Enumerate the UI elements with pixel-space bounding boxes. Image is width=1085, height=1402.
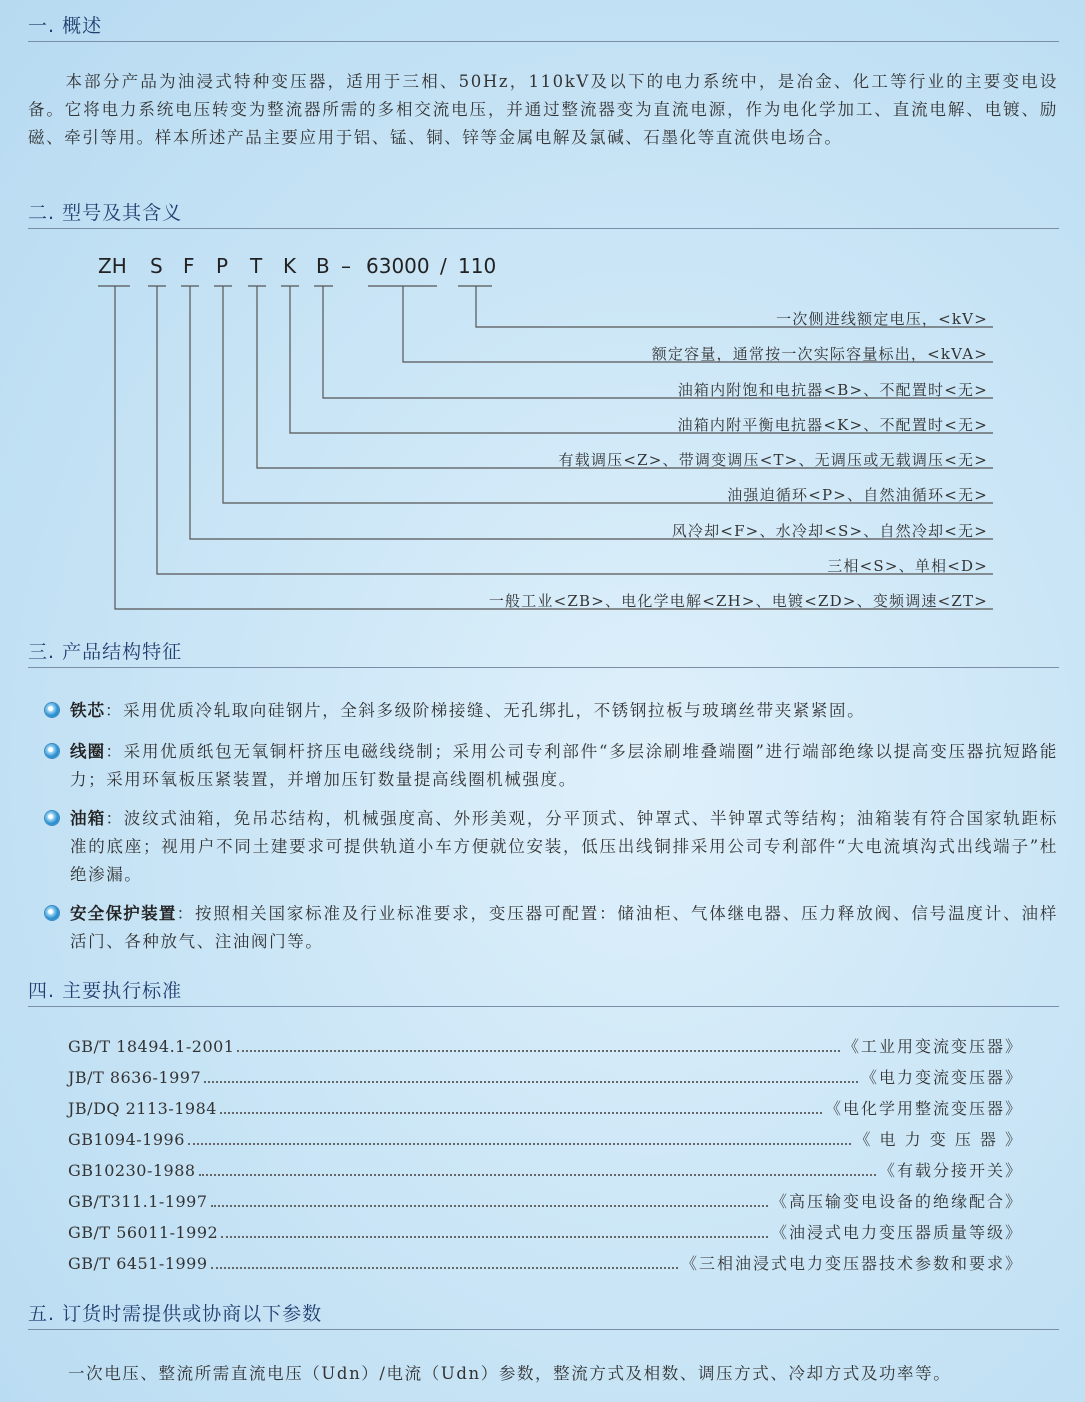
model-code-part: 110 — [458, 254, 497, 278]
feature-text: ：按照相关国家标准及行业标准要求，变压器可配置：储油柜、气体继电器、压力释放阀、信号温度计、油样活门、各种放气、注油阀门等。 — [70, 904, 1058, 951]
standard-name: 《油浸式电力变压器质量等级》 — [770, 1223, 1023, 1242]
standard-row — [68, 1253, 1023, 1275]
model-code-part: / — [440, 254, 447, 278]
standard-name: 《工业用变流变压器》 — [842, 1037, 1023, 1056]
model-label-voltage: 一次侧进线额定电压，<kV> — [776, 310, 988, 328]
standard-row — [68, 1129, 1023, 1151]
standard-row — [68, 1222, 1023, 1244]
feature-label: 线圈 — [70, 742, 106, 761]
standard-name: 《高压输变电设备的绝缘配合》 — [770, 1192, 1023, 1211]
standard-code: GB10230-1988 — [68, 1161, 196, 1180]
feature-label: 油箱 — [70, 809, 106, 828]
bullet-icon — [45, 744, 59, 758]
section-title-model: 二. 型号及其含义 — [28, 201, 1059, 229]
standard-name: 《有载分接开关》 — [878, 1161, 1023, 1180]
feature-text: ：采用优质冷轧取向硅钢片，全斜多级阶梯接缝、无孔绑扎，不锈钢拉板与玻璃丝带夹紧紧固。 — [105, 701, 866, 720]
model-label-application: 一般工业<ZB>、电化学电解<ZH>、电镀<ZD>、变频调速<ZT> — [488, 592, 988, 610]
bullet-icon — [45, 703, 59, 717]
model-code-part: T — [250, 254, 263, 278]
model-label-tap-changing: 有载调压<Z>、带调变调压<T>、无调压或无载调压<无> — [558, 451, 988, 469]
model-code-part: F — [183, 254, 195, 278]
feature-label: 铁芯 — [70, 701, 105, 720]
feature-item-tank — [45, 805, 1058, 889]
standard-row — [68, 1036, 1023, 1058]
standard-name: 《 电 力 变 压 器 》 — [854, 1130, 1023, 1149]
model-label-cooling: 风冷却<F>、水冷却<S>、自然冷却<无> — [671, 522, 988, 540]
standard-code: JB/T 8636-1997 — [68, 1068, 202, 1087]
model-label-oil-circulation: 油强迫循环<P>、自然油循环<无> — [727, 486, 988, 504]
standard-row — [68, 1160, 1023, 1182]
standard-code: GB/T311.1-1997 — [68, 1192, 208, 1211]
standard-name: 《三相油浸式电力变压器技术参数和要求》 — [680, 1254, 1023, 1273]
standard-name: 《电化学用整流变压器》 — [824, 1099, 1023, 1118]
section-title-standards: 四. 主要执行标准 — [28, 979, 1059, 1007]
standard-name: 《电力变流变压器》 — [860, 1068, 1023, 1087]
model-label-saturating-reactor: 油箱内附饱和电抗器<B>、不配置时<无> — [677, 381, 988, 399]
feature-item-core — [45, 697, 1058, 725]
model-code-part: ZH — [98, 254, 127, 278]
standard-code: GB1094-1996 — [68, 1130, 185, 1149]
feature-text: ：采用优质纸包无氧铜杆挤压电磁线绕制；采用公司专利部件“多层涂刷堆叠端圈”进行端部绝缘以提高变压器抗短路能力；采用环氧板压紧装置，并增加压钉数量提高线圈机械强度。 — [70, 742, 1059, 789]
model-code-part: P — [216, 254, 229, 278]
standard-row — [68, 1067, 1023, 1089]
standard-code: GB/T 56011-1992 — [68, 1223, 219, 1242]
feature-text: ：波纹式油箱，免吊芯结构，机械强度高、外形美观，分平顶式、钟罩式、半钟罩式等结构；油箱装有符合国家轨距标准的底座；视用户不同土建要求可提供轨道小车方便就位安装，低压出线铜排采用公司专利部件“大电流填沟式出线端子”杜绝渗漏。 — [70, 809, 1059, 884]
model-code-part: S — [150, 254, 163, 278]
bullet-icon — [45, 906, 59, 920]
model-code-part: B — [316, 254, 330, 278]
standard-code: GB/T 18494.1-2001 — [68, 1037, 235, 1056]
overview-paragraph: 本部分产品为油浸式特种变压器，适用于三相、50Hz，110kV及以下的电力系统中，是冶金、化工等行业的主要变电设备。它将电力系统电压转变为整流器所需的多相交流电压，并通过整流器变为直流电源，作为电化学加工、直流电解、电镀、励磁、牵引等用。样本所述产品主要应用于铝、锰、铜、锌等金属电解及氯碱、石墨化等直流供电场合。 — [28, 72, 1058, 147]
model-code-part: 63000 — [366, 254, 430, 278]
section-title-order-params: 五. 订货时需提供或协商以下参数 — [28, 1302, 1059, 1330]
feature-item-winding — [45, 738, 1058, 794]
model-code-part: – — [341, 254, 351, 278]
feature-item-protection — [45, 900, 1058, 956]
model-label-capacity: 额定容量，通常按一次实际容量标出，<kVA> — [651, 345, 988, 363]
standard-code: GB/T 6451-1999 — [68, 1254, 208, 1273]
model-label-balancing-reactor: 油箱内附平衡电抗器<K>、不配置时<无> — [677, 416, 988, 434]
model-code-part: K — [283, 254, 297, 278]
section-title-overview: 一. 概述 — [28, 14, 1059, 42]
standard-row — [68, 1191, 1023, 1213]
standard-code: JB/DQ 2113-1984 — [68, 1099, 217, 1118]
section-title-features: 三. 产品结构特征 — [28, 640, 1059, 668]
bullet-icon — [45, 811, 59, 825]
order-params-paragraph: 一次电压、整流所需直流电压（Udn）/电流（Udn）参数，整流方式及相数、调压方式、冷却方式及功率等。 — [68, 1364, 952, 1383]
feature-label: 安全保护装置 — [70, 904, 177, 923]
model-label-phase: 三相<S>、单相<D> — [827, 557, 988, 575]
standard-row — [68, 1098, 1023, 1120]
